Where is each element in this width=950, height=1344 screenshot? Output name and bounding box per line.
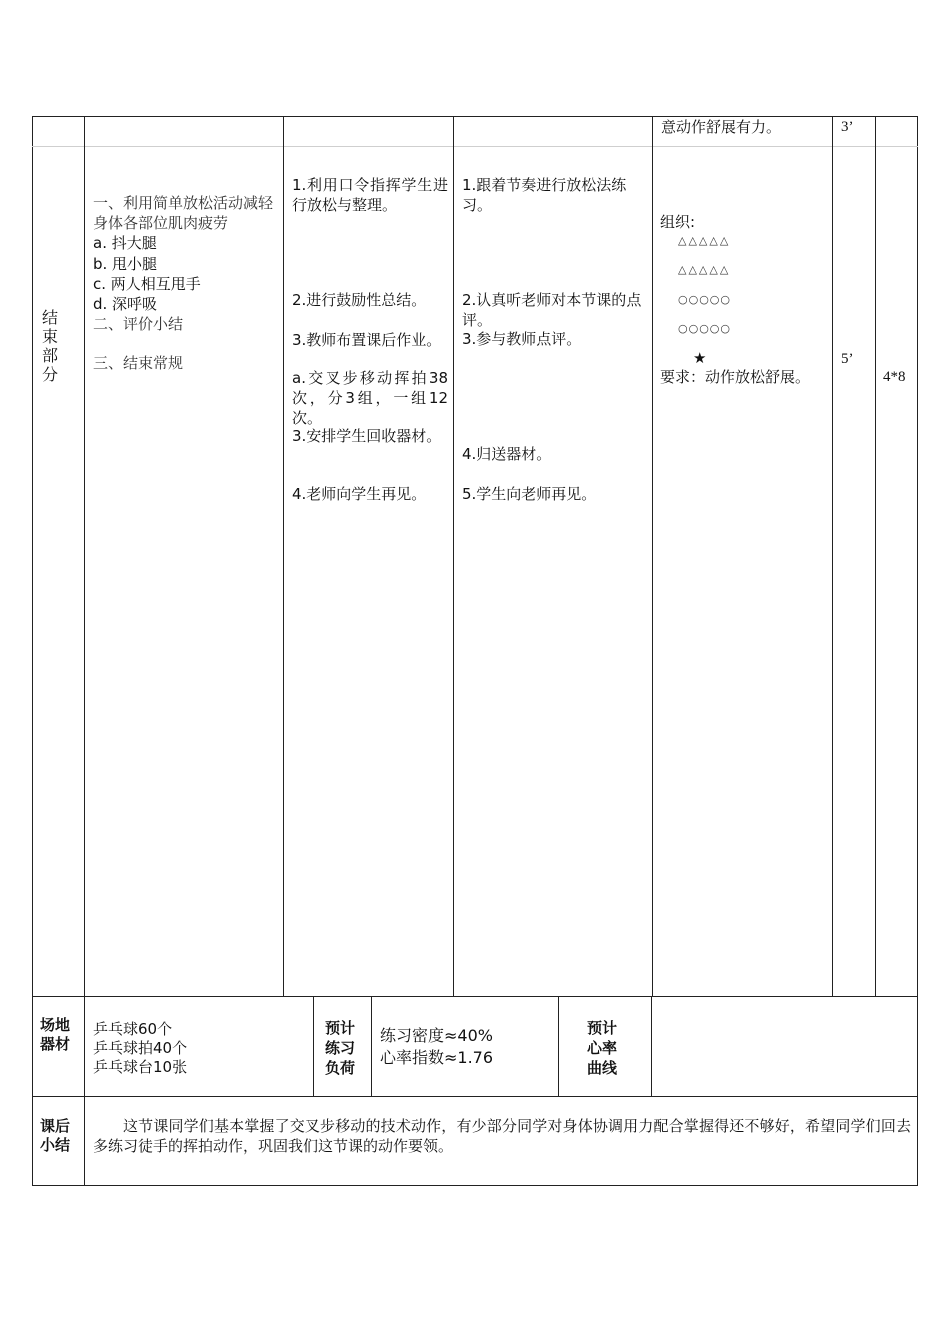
student-step-4: 4.归送器材。 (462, 445, 552, 463)
load-density: 练习密度≈40% (380, 1026, 493, 1045)
formation-circle-row-2: ○○○○○ (678, 322, 731, 335)
content-item-3: 三、结束常规 (93, 354, 184, 372)
teacher-step-1: 1.利用口令指挥学生进行放松与整理。 (292, 176, 448, 214)
content-item-1: 一、利用简单放松活动减轻身体各部位肌肉疲劳 (93, 194, 274, 232)
top-org-text: 意动作舒展有力。 (661, 118, 782, 136)
teacher-star-icon: ★ (693, 349, 707, 367)
student-step-2: 2.认真听老师对本节课的点评。 (462, 291, 642, 329)
content-item-b: b. 甩小腿 (93, 255, 158, 273)
equipment-item: 乒乓球60个 (93, 1020, 173, 1038)
student-step-3: 3.参与教师点评。 (462, 330, 582, 348)
student-step-1: 1.跟着节奏进行放松法练习。 (462, 176, 627, 214)
load-label: 预计练习负荷 (325, 1019, 356, 1077)
content-item-c: c. 两人相互甩手 (93, 275, 201, 293)
content-item-2: 二、评价小结 (93, 315, 184, 333)
organization-label: 组织: (660, 213, 696, 231)
teacher-step-3: 3.教师布置课后作业。 (292, 331, 442, 349)
teacher-step-4: 4.老师向学生再见。 (292, 485, 427, 503)
equipment-item: 乒乓球拍40个 (93, 1039, 188, 1057)
top-time: 3’ (841, 119, 854, 135)
summary-label: 课后小结 (40, 1117, 71, 1154)
teacher-step-3a: a.交叉步移动挥拍38次，分3组，一组12次。 (292, 369, 448, 427)
content-item-d: d. 深呼吸 (93, 295, 158, 313)
load-heart-index: 心率指数≈1.76 (380, 1048, 494, 1067)
summary-text: 这节课同学们基本掌握了交叉步移动的技术动作，有少部分同学对身体协调用力配合掌握得还不够好，希望同学们回去多练习徒手的挥拍动作，巩固我们这节课的动作要领。 (93, 1117, 911, 1155)
organization-requirement: 要求：动作放松舒展。 (660, 368, 811, 386)
formation-circle-row-1: ○○○○○ (678, 293, 731, 306)
ending-reps: 4*8 (883, 369, 906, 385)
ending-time: 5’ (841, 351, 854, 367)
content-item-a: a. 抖大腿 (93, 234, 157, 252)
student-step-5: 5.学生向老师再见。 (462, 485, 597, 503)
heart-curve-label: 预计心率曲线 (587, 1019, 618, 1077)
teacher-step-3b: 3.安排学生回收器材。 (292, 427, 442, 445)
equipment-item: 乒乓球台10张 (93, 1058, 188, 1076)
formation-triangle-row-1: △△△△△ (678, 234, 731, 247)
venue-label: 场地器材 (40, 1016, 71, 1053)
teacher-step-2: 2.进行鼓励性总结。 (292, 291, 427, 309)
section-label-ending: 结束部分 (41, 308, 58, 384)
formation-triangle-row-2: △△△△△ (678, 263, 731, 276)
